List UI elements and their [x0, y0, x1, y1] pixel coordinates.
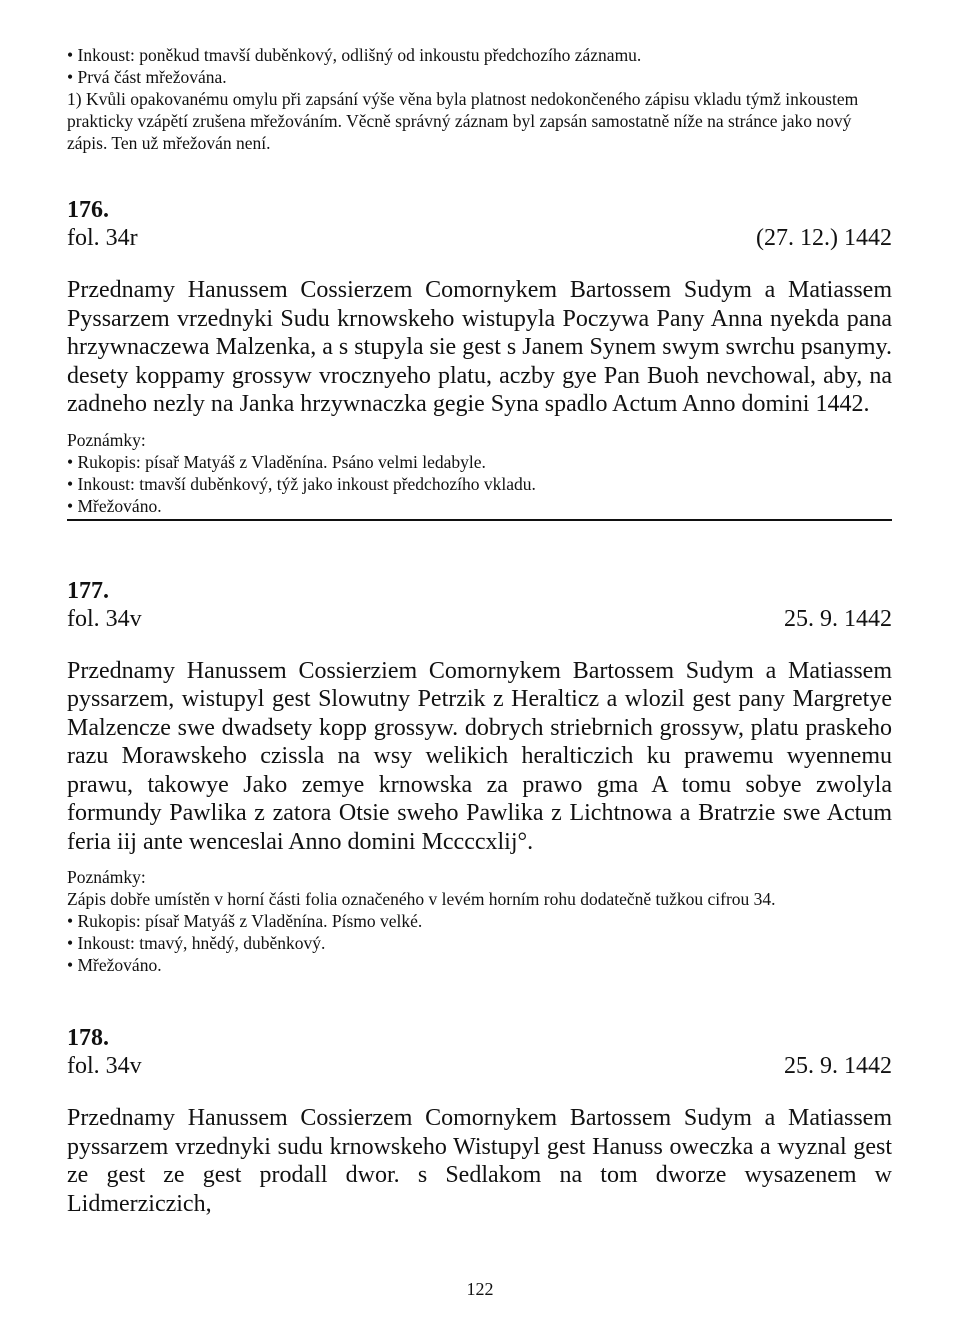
top-notes	[67, 44, 892, 154]
note-line: • Mřežováno.	[67, 955, 162, 975]
note-line: • Rukopis: písař Matyáš z Vladěnína. Písmo velké.	[67, 911, 423, 931]
divider	[67, 519, 892, 521]
entry-number: 178.	[67, 1025, 109, 1051]
date: 25. 9. 1442	[784, 605, 892, 632]
folio-row	[67, 224, 892, 252]
page-content	[67, 44, 892, 1218]
folio: fol. 34r	[67, 225, 138, 251]
entry-176	[67, 196, 892, 521]
entry-178	[67, 1024, 892, 1218]
notes-label: Poznámky:	[67, 867, 146, 887]
note-line: Zápis dobře umístěn v horní části folia označeného v levém horním rohu dodatečně tužkou cifrou 34.	[67, 889, 776, 909]
entry-text: Przednamy Hanussem Cossierzem Comornykem Bartossem Sudym a Matiassem Pyssarzem vrzednyki Sudu krnowskeho wistupyla Poczywa Pany Anna nyekda pana hrzywnaczewa Malzenka, a s stupyla sie gest s Janem Synem swym swrchu psanymy. desety koppamy grossyw vrocznyeho platu, aczby gye Pan Buoh nevchowal, aby, na zadneho nezly na Janka hrzywnaczka gegie Syna spadlo Actum Anno domini 1442.	[67, 277, 892, 417]
folio: fol. 34v	[67, 1053, 142, 1079]
entry-177	[67, 577, 892, 977]
note-line: • Inkoust: poněkud tmavší duběnkový, odlišný od inkoustu předchozího záznamu.	[67, 45, 642, 65]
date: 25. 9. 1442	[784, 1053, 892, 1079]
entry-text: Przednamy Hanussem Cossierzem Comornykem Bartossem Sudym a Matiassem pyssarzem vrzednyki sudu krnowskeho Wistupyl gest Hanuss oweczka a wyznal gest ze gest ze gest prodall dwor. s Sedlakom na tom dworze wysazenem w Lidmerziczich,	[67, 1105, 892, 1217]
entry-number: 176.	[67, 197, 109, 223]
page-number: 122	[466, 1279, 494, 1299]
note-line: • Inkoust: tmavý, hnědý, duběnkový.	[67, 933, 326, 953]
folio-row	[67, 1052, 892, 1080]
note-line: • Inkoust: tmavší duběnkový, týž jako inkoust předchozího vkladu.	[67, 473, 536, 494]
note-line: 1) Kvůli opakovanému omylu při zapsání výše věna byla platnost nedokončeného zápisu vkladu týmž inkoustem prakticky vzápětí zrušena mřežováním. Věcně správný záznam byl zapsán samostatně níže na stránce jako nový zápis. Ten už mřežován není.	[67, 89, 859, 153]
note-line: • Prvá část mřežována.	[67, 67, 227, 87]
folio-row	[67, 605, 892, 633]
date: (27. 12.) 1442	[756, 225, 892, 251]
entry-text: Przednamy Hanussem Cossierziem Comornykem Bartossem Sudym a Matiassem pyssarzem, wistupyl gest Slowutny Petrzik z Heralticz a wlozil gest pany Margretye Malzencze swe dwadsety kopp grossyw. dobrych striebrnich grossyw, platu praskeho razu Morawskeho czissla na wsy welikich heralticzich ku prawemu wyennemu prawu, takowye Jako zemye krnowska za prawo gma A tomu sobye zwolyla formundy Pawlika z zatora Otsie sweho Pawlika z Lichtnowa a Bratrzie swe Actum feria iij ante wenceslai Anno domini Mccccxlij°.	[67, 657, 892, 855]
note-line: • Rukopis: písař Matyáš z Vladěnína. Psáno velmi ledabyle.	[67, 451, 486, 472]
folio: fol. 34v	[67, 605, 142, 632]
entry-notes	[67, 429, 892, 517]
entry-number: 177.	[67, 577, 109, 604]
notes-label: Poznámky:	[67, 429, 146, 450]
note-line: • Mřežováno.	[67, 495, 162, 516]
entry-notes	[67, 866, 892, 976]
